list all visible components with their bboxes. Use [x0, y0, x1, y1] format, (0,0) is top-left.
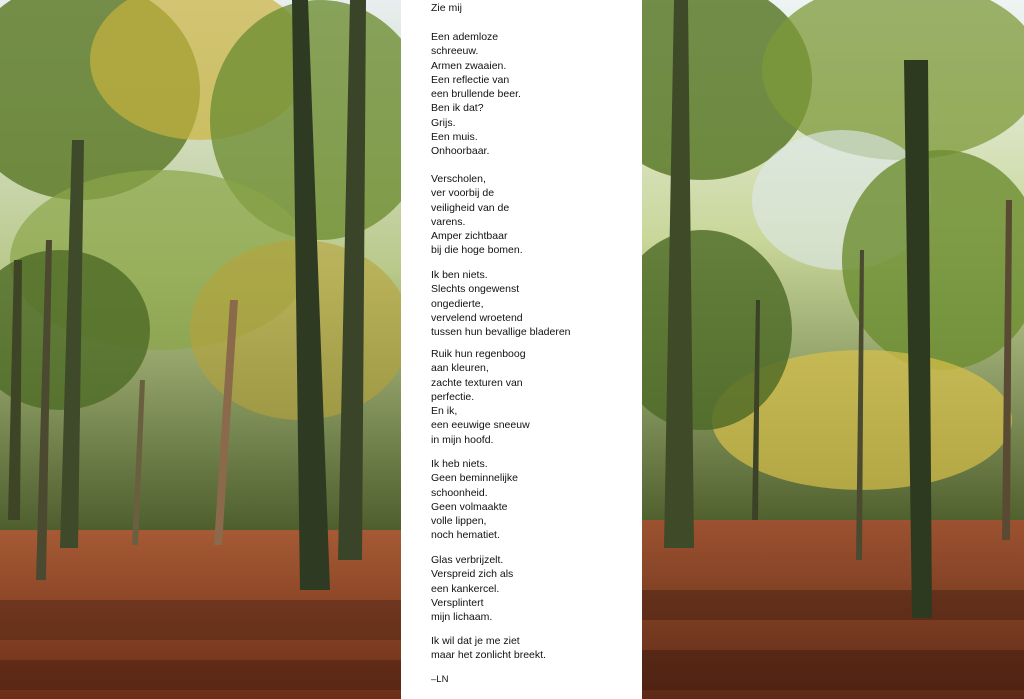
- poem-stanza-6: [431, 553, 513, 624]
- poem-line: Geen volmaakte: [431, 500, 508, 513]
- poem-line: zachte texturen van: [431, 376, 523, 389]
- poem-line: maar het zonlicht breekt.: [431, 649, 546, 662]
- forest-photo-right: [642, 0, 1024, 699]
- poem-line: Ben ik dat?: [431, 102, 484, 115]
- poem-line: vervelend wroetend: [431, 311, 523, 324]
- poem-line: En ik,: [431, 405, 458, 418]
- poem-line: een brullende beer.: [431, 88, 521, 101]
- poem-stanza-7: [431, 634, 546, 663]
- poem-stanza-4: [431, 347, 530, 447]
- poem-stanza-2: [431, 172, 523, 258]
- poem-line: Verspreid zich als: [431, 568, 514, 581]
- poem-line: aan kleuren,: [431, 362, 489, 375]
- poem-line: Een muis.: [431, 131, 478, 144]
- poem-line: een kankercel.: [431, 582, 500, 595]
- poem-line: Grijs.: [431, 116, 456, 129]
- poem-line: Geen beminnelijke: [431, 472, 518, 485]
- poem-line: veiligheid van de: [431, 201, 510, 214]
- poem-line: in mijn hoofd.: [431, 433, 494, 446]
- poem-line: Onhoorbaar.: [431, 145, 490, 158]
- poem-panel: [401, 0, 642, 699]
- poem-line: Glas verbrijzelt.: [431, 554, 504, 566]
- poem-line: mijn lichaam.: [431, 611, 493, 624]
- poem-line: Slechts ongewenst: [431, 283, 520, 296]
- poem-line: noch hematiet.: [431, 529, 500, 542]
- poem-line: bij die hoge bomen.: [431, 244, 523, 257]
- forest-photo-left: [0, 0, 401, 699]
- poem-line: Een reflectie van: [431, 73, 510, 86]
- poem-line: Armen zwaaien.: [431, 59, 507, 72]
- poem-title: Zie mij: [431, 2, 462, 14]
- poem-line: Ik wil dat je me ziet: [431, 635, 520, 647]
- poem-line: volle lippen,: [431, 515, 487, 528]
- poem-line: Amper zichtbaar: [431, 230, 508, 243]
- poem-signature: –LN: [431, 674, 449, 685]
- poem-stanza-5: [431, 457, 518, 543]
- poem-line: schreeuw.: [431, 45, 479, 58]
- poem-line: perfectie.: [431, 390, 475, 403]
- poem-line: Ruik hun regenboog: [431, 348, 526, 360]
- poem-line: tussen hun bevallige bladeren: [431, 326, 571, 339]
- poem-line: Een ademloze: [431, 31, 499, 43]
- poem-line: ongedierte,: [431, 297, 484, 310]
- poem-line: Verscholen,: [431, 173, 486, 185]
- poem-line: een eeuwige sneeuw: [431, 419, 530, 432]
- poem-line: Ik ben niets.: [431, 269, 488, 281]
- poem-stanza-1: [431, 30, 521, 159]
- poem-line: varens.: [431, 215, 466, 228]
- poem-stanza-3: [431, 268, 571, 339]
- poem-line: Ik heb niets.: [431, 458, 488, 470]
- poem-line: schoonheid.: [431, 486, 488, 499]
- poem-line: ver voorbij de: [431, 187, 495, 200]
- poem-line: Versplintert: [431, 596, 484, 609]
